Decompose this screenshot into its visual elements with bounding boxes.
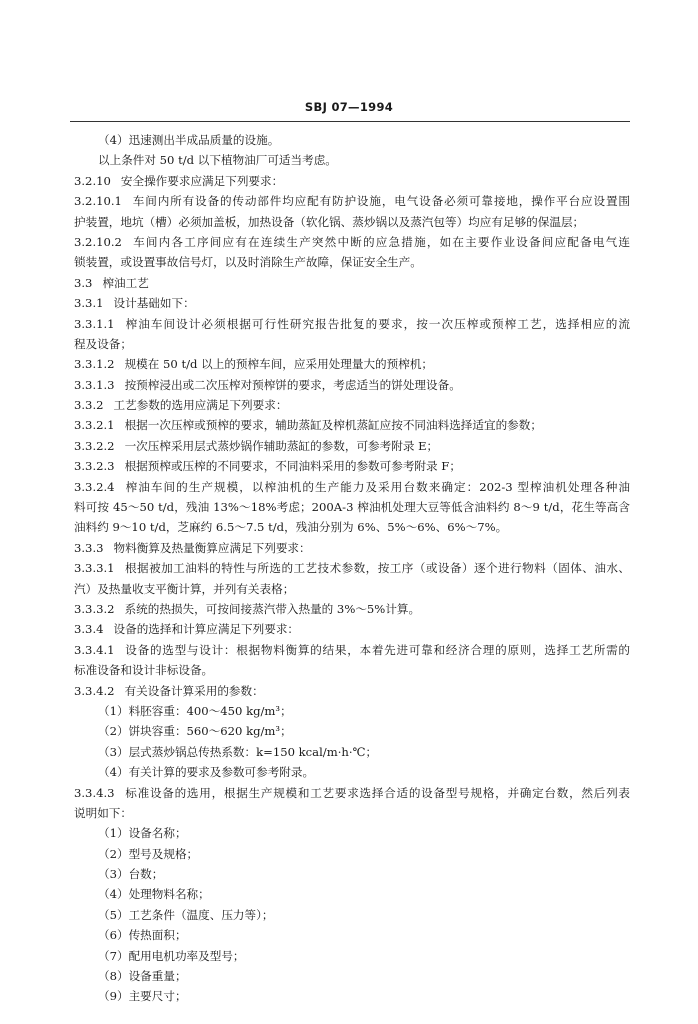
text-line (74, 334, 630, 354)
line-text: （5）工艺条件（温度、压力等）； (98, 907, 274, 922)
text-line (74, 884, 630, 904)
line-text: 根据被加工油料的特性与所选的工艺技术参数，按工序（或设备）逐个进行物料（固体、油水、 (124, 561, 630, 576)
line-text: 工艺参数的选用应满足下列要求： (113, 398, 288, 413)
page-header: SBJ 07—1994 (304, 100, 394, 114)
line-text: 设计基础如下： (113, 296, 195, 311)
text-line (74, 436, 630, 456)
line-text: 榨油车间的生产规模，以榨油机的生产能力及采用台数来确定：202-3 型榨油机处理各种油 (124, 479, 630, 494)
text-line (74, 538, 630, 558)
line-text: 榨油车间设计必须根据可行性研究报告批复的要求，按一次压榨或预榨工艺，选择相应的流 (124, 316, 630, 331)
line-text: 车间内各工序间应有在连续生产突然中断的应急措施，如在主要作业设备间应配备电气连 (131, 234, 630, 249)
clause-number: 3.3.2.3 (74, 459, 115, 474)
clause-number: 3.3.2.1 (74, 418, 115, 433)
text-line (74, 150, 630, 170)
text-line (74, 701, 630, 721)
clause-number: 3.3.1.3 (74, 377, 115, 392)
clause-number: 3.3.2.4 (74, 479, 115, 494)
text-line (74, 864, 630, 884)
clause-number: 3.3.4.3 (74, 785, 115, 800)
text-line (74, 191, 630, 211)
line-text: 标准设备和设计非标设备。 (74, 663, 214, 678)
clause-number: 3.3.1.2 (74, 357, 115, 372)
text-line (74, 395, 630, 415)
clause-number: 3.3.3 (74, 540, 104, 555)
text-line (74, 212, 630, 232)
clause-number: 3.3.2 (74, 398, 104, 413)
line-text: （4）有关计算的要求及参数可参考附录。 (98, 765, 315, 780)
line-text: 设备的选择和计算应满足下列要求： (113, 622, 300, 637)
line-text: 锁装置，或设置事故信号灯，以及时消除生产故障，保证安全生产。 (74, 255, 422, 270)
line-text: 根据一次压榨或预榨的要求，辅助蒸缸及榨机蒸缸应按不同油料选择适宜的参数； (124, 418, 542, 433)
line-text: （4）迅速测出半成品质量的设施。 (98, 133, 280, 147)
document-body (74, 130, 630, 1007)
line-text: （4）处理物料名称； (98, 887, 210, 902)
line-text: （7）配用电机功率及型号； (98, 948, 245, 963)
text-line (74, 966, 630, 986)
line-text: 说明如下： (74, 805, 132, 820)
line-text: （9）主要尺寸； (98, 989, 187, 1004)
line-text: 根据预榨或压榨的不同要求，不同油料采用的参数可参考附录 F； (124, 459, 461, 474)
text-line (74, 946, 630, 966)
clause-number: 3.3.3.2 (74, 601, 115, 616)
line-text: 标准设备的选用，根据生产规模和工艺要求选择合适的设备型号规格，并确定台数，然后列表 (124, 785, 630, 800)
text-line (74, 742, 630, 762)
clause-number: 3.3.4 (74, 622, 104, 637)
line-text: 设备的选型与设计：根据物料衡算的结果，本着先进可靠和经济合理的原则，选择工艺所需的 (124, 642, 630, 657)
line-text: 物料衡算及热量衡算应满足下列要求： (113, 540, 311, 555)
line-text: 按预榨浸出或二次压榨对预榨饼的要求，考虑适当的饼处理设备。 (124, 377, 461, 392)
line-text: 以上条件对 50 t/d 以下植物油厂可适当考虑。 (98, 153, 337, 168)
line-text: 汽）及热量收支平衡计算，并列有关表格； (74, 581, 295, 596)
text-line (74, 232, 630, 252)
line-text: （8）设备重量； (98, 969, 187, 984)
line-text: （3）层式蒸炒锅总传热系数：k=150 kcal/m·h·℃； (98, 744, 378, 759)
clause-number: 3.2.10.1 (74, 194, 122, 209)
text-line (74, 681, 630, 701)
text-line (74, 252, 630, 272)
text-line (74, 721, 630, 741)
text-line (74, 314, 630, 334)
text-line (74, 925, 630, 945)
line-text: 系统的热损失，可按间接蒸汽带入热量的 3%～5%计算。 (124, 601, 421, 616)
line-text: 料可按 45～50 t/d，残油 13%～18%考虑；200A-3 榨油机处理大豆等低含油料约 8～9 t/d，花生等高含 (74, 500, 630, 515)
text-line (74, 415, 630, 435)
text-line (74, 640, 630, 660)
text-line (74, 497, 630, 517)
clause-number: 3.3.4.1 (74, 642, 115, 657)
text-line (74, 803, 630, 823)
text-line (74, 456, 630, 476)
line-text: 一次压榨采用层式蒸炒锅作辅助蒸缸的参数，可参考附录 E； (124, 438, 439, 453)
line-text: 护装置，地坑（槽）必须加盖板，加热设备（软化锅、蒸炒锅以及蒸汽包等）均应有足够的保温层； (74, 214, 585, 229)
text-line (74, 823, 630, 843)
line-text: 安全操作要求应满足下列要求： (120, 173, 284, 188)
clause-number: 3.3.1.1 (74, 316, 115, 331)
text-line (74, 517, 630, 537)
clause-number: 3.3 (74, 275, 93, 290)
line-text: 榨油工艺 (102, 275, 149, 290)
text-line (74, 660, 630, 680)
line-text: 有关设备计算采用的参数： (124, 683, 264, 698)
clause-number: 3.2.10 (74, 173, 111, 188)
text-line (74, 130, 630, 150)
line-text: （2）型号及规格； (98, 846, 199, 861)
text-line (74, 619, 630, 639)
line-text: （2）饼块容重：560～620 kg/m³； (98, 724, 292, 739)
text-line (74, 171, 630, 191)
clause-number: 3.3.4.2 (74, 683, 115, 698)
line-text: （6）传热面积； (98, 928, 187, 943)
line-text: （1）料胚容重：400～450 kg/m³； (98, 703, 292, 718)
clause-number: 3.3.2.2 (74, 438, 115, 453)
clause-number: 3.3.1 (74, 296, 104, 311)
clause-number: 3.3.3.1 (74, 561, 115, 576)
clause-number: 3.2.10.2 (74, 234, 122, 249)
line-text: 程及设备； (74, 336, 132, 351)
text-line (74, 783, 630, 803)
text-line (74, 558, 630, 578)
text-line (74, 986, 630, 1006)
line-text: （3）台数； (98, 867, 164, 882)
text-line (74, 293, 630, 313)
text-line (74, 375, 630, 395)
header-rule (70, 121, 630, 122)
text-line (74, 579, 630, 599)
text-line (74, 762, 630, 782)
text-line (74, 477, 630, 497)
text-line (74, 599, 630, 619)
text-line (74, 905, 630, 925)
line-text: （1）设备名称； (98, 826, 187, 841)
line-text: 规模在 50 t/d 以上的预榨车间，应采用处理量大的预榨机； (124, 357, 434, 372)
text-line (74, 273, 630, 293)
text-line (74, 844, 630, 864)
line-text: 车间内所有设备的传动部件均应配有防护设施，电气设备必须可靠接地，操作平台应设置围 (131, 194, 630, 209)
text-line (74, 354, 630, 374)
line-text: 油料约 9～10 t/d，芝麻约 6.5～7.5 t/d，残油分别为 6%、5%～6%、6%～7%。 (74, 520, 508, 535)
